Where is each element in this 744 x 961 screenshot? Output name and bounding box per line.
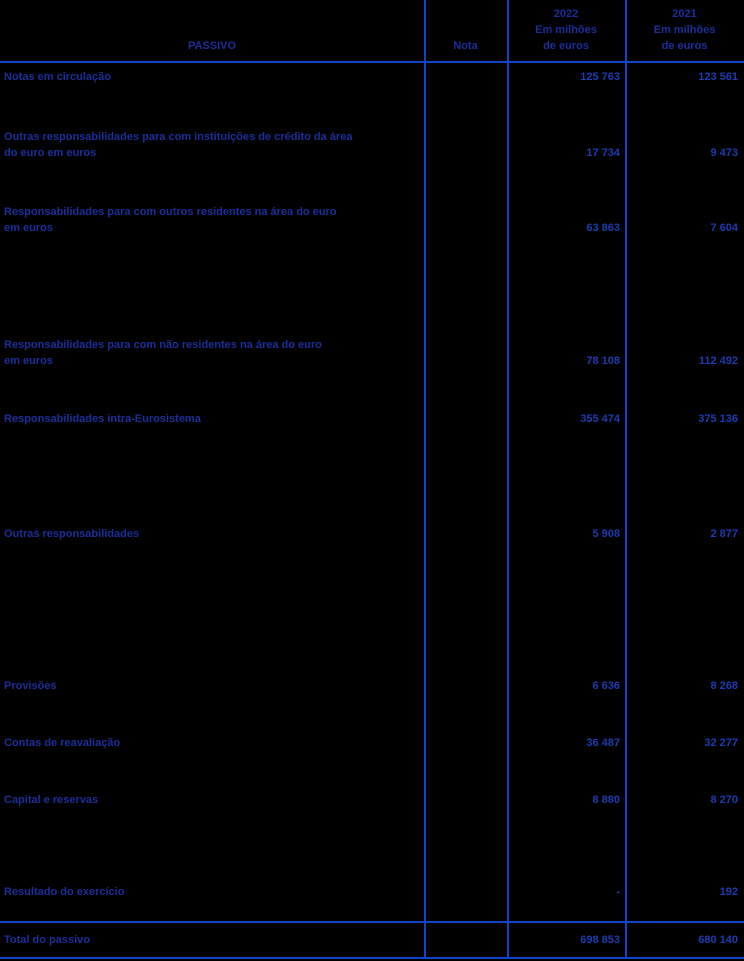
row-value-2021: 192	[719, 886, 738, 898]
row-label-line1: Notas em circulação	[4, 71, 111, 83]
header-separator-line	[0, 61, 744, 63]
row-label	[0, 735, 424, 751]
total-separator-line	[0, 921, 744, 923]
row-value-2021: 7 604	[710, 222, 738, 234]
header-2021	[625, 6, 744, 54]
row-label	[0, 129, 424, 161]
header-2022-year: 2022	[553, 8, 579, 20]
row-label	[0, 526, 424, 542]
row-label-line2: do euro em euros	[4, 147, 97, 159]
header-passivo	[0, 38, 424, 54]
row-label-line1: Contas de reavaliação	[4, 737, 121, 749]
total-value-2021: 680 140	[698, 934, 738, 946]
table-header	[0, 0, 744, 61]
row-value-2021: 123 561	[698, 71, 738, 83]
row-label-line1: Responsabilidades para com não residentes na área do euro	[4, 339, 322, 351]
row-label-line2: em euros	[4, 355, 53, 367]
table-row-resultado-do-exercicio	[0, 884, 744, 900]
table-row-resp-nao-residentes	[0, 337, 744, 369]
row-value-2021: 375 136	[698, 413, 738, 425]
row-label-line1: Responsabilidades para com outros residentes na área do euro	[4, 206, 337, 218]
row-value-2021: 32 277	[704, 737, 738, 749]
row-value-2021: 2 877	[710, 528, 738, 540]
row-value-2021: 112 492	[698, 355, 738, 367]
header-2021-unit2: de euros	[661, 40, 708, 52]
table-row-total-do-passivo	[0, 932, 744, 948]
row-label	[0, 337, 424, 369]
row-label-line1: Provisões	[4, 680, 57, 692]
row-label	[0, 792, 424, 808]
row-value-2022: 63 863	[586, 222, 620, 234]
row-label	[0, 204, 424, 236]
header-2021-year: 2021	[672, 8, 697, 20]
row-value-2022: 6 636	[592, 680, 620, 692]
row-label	[0, 678, 424, 694]
header-2022-unit1: Em milhões	[535, 24, 597, 36]
row-value-2022: 78 108	[586, 355, 620, 367]
table-row-outras-resp-instituicoes-credito	[0, 129, 744, 161]
row-label-line1: Capital e reservas	[4, 794, 99, 806]
table-row-capital-e-reservas	[0, 792, 744, 808]
row-label-line1: Outras responsabilidades	[4, 528, 140, 540]
table-row-outras-responsabilidades	[0, 526, 744, 542]
total-label-text: Total do passivo	[4, 934, 90, 946]
row-label-line1: Outras responsabilidades para com instituições de crédito da área	[4, 131, 353, 143]
row-label	[0, 411, 424, 427]
row-value-2021: 9 473	[710, 147, 738, 159]
row-label	[0, 884, 424, 900]
header-nota	[424, 38, 507, 54]
header-passivo-label: PASSIVO	[187, 40, 237, 52]
row-value-2021: 8 270	[710, 794, 738, 806]
table-row-contas-de-reavaliacao	[0, 735, 744, 751]
row-value-2022: 36 487	[586, 737, 620, 749]
row-value-2022: 8 880	[592, 794, 620, 806]
total-value-2022: 698 853	[580, 934, 620, 946]
row-label-line1: Responsabilidades intra-Eurosistema	[4, 413, 201, 425]
row-value-2022: 125 763	[580, 71, 620, 83]
table-row-notas-em-circulacao	[0, 69, 744, 85]
row-value-2022: 355 474	[580, 413, 620, 425]
header-2022	[507, 6, 625, 54]
table-row-resp-intra-eurosistema	[0, 411, 744, 427]
table-row-resp-outros-residentes	[0, 204, 744, 236]
row-value-2022: -	[616, 886, 620, 898]
row-label	[0, 69, 424, 85]
row-value-2022: 5 908	[592, 528, 620, 540]
bottom-border-line	[0, 957, 744, 959]
table-row-provisoes	[0, 678, 744, 694]
total-label	[0, 932, 424, 948]
row-label-line2: em euros	[4, 222, 53, 234]
row-value-2022: 17 734	[586, 147, 620, 159]
header-2021-unit1: Em milhões	[653, 24, 716, 36]
row-value-2021: 8 268	[710, 680, 738, 692]
header-2022-unit2: de euros	[543, 40, 589, 52]
header-nota-label: Nota	[453, 40, 478, 52]
row-label-line1: Resultado do exercício	[4, 886, 125, 898]
